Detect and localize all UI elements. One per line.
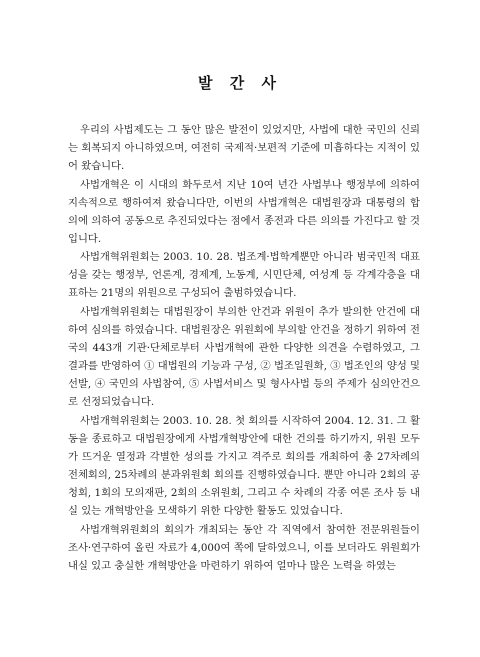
paragraph: 사법개혁위원회는 대법원장이 부의한 안건과 위원이 추가 발의한 안건에 대하여 심의를 하였습니다. 대법원장은 위원회에 부의할 안건을 정하기 위하여 전국의 443개 기관·단체로부터 사법개혁에 관한 다양한 의견을 수렴하였고, 그 결과를 반영하여 ① 대법원의 기능과 구성, ② 법조일원화, ③ 법조인의 양성 및 선발, ④ 국민의 사법참여, ⑤ 사법서비스 및 형사사법 등의 주제가 심의안건으로 선정되었습니다. — [68, 305, 420, 409]
paragraph: 우리의 사법제도는 그 동안 많은 발전이 있었지만, 사법에 대한 국민의 신뢰는 회복되지 아니하였으며, 여전히 국제적·보편적 기준에 미흡하다는 지적이 있어 왔습니다. — [68, 124, 420, 173]
paragraph: 사법개혁위원회는 2003. 10. 28. 첫 회의를 시작하여 2004. 12. 31. 그 활동을 종료하고 대법원장에게 사법개혁방안에 대한 건의를 하기까지, 위원 모두가 뜨거운 열정과 각별한 성의를 가지고 격주로 회의를 개최하여 총 27차례의 전체회의, 25차례의 분과위원회 회의를 진행하였습니다. 뿐만 아니라 2회의 공청회, 1회의 모의재판, 2회의 소위원회, 그리고 수 차례의 각종 여론 조사 등 내실 있는 개혁방안을 모색하기 위한 다양한 활동도 있었습니다. — [68, 414, 420, 518]
paragraph: 사법개혁은 이 시대의 화두로서 지난 10여 년간 사법부나 행정부에 의하여 지속적으로 행하여져 왔습니다만, 이번의 사법개혁은 대법원장과 대통령의 합의에 의하여 공동으로 추진되었다는 점에서 종전과 다른 의의를 가진다고 할 것입니다. — [68, 178, 420, 245]
page-title: 발 간 사 — [198, 74, 282, 92]
paragraph: 사법개혁위원회의 회의가 개최되는 동안 각 직역에서 참여한 전문위원들이 조사·연구하여 올린 자료가 4,000여 쪽에 달하였으니, 이를 보더라도 위원회가 내실 있고 충실한 개혁방안을 마련하기 위하여 얼마나 많은 노력을 하였는 — [68, 523, 420, 572]
paragraph: 사법개혁위원회는 2003. 10. 28. 법조계·법학계뿐만 아니라 범국민적 대표성을 갖는 행정부, 언론계, 경제계, 노동계, 시민단체, 여성계 등 각계각층을 대표하는 21명의 위원으로 구성되어 출범하였습니다. — [68, 251, 420, 300]
document-body — [68, 121, 420, 575]
